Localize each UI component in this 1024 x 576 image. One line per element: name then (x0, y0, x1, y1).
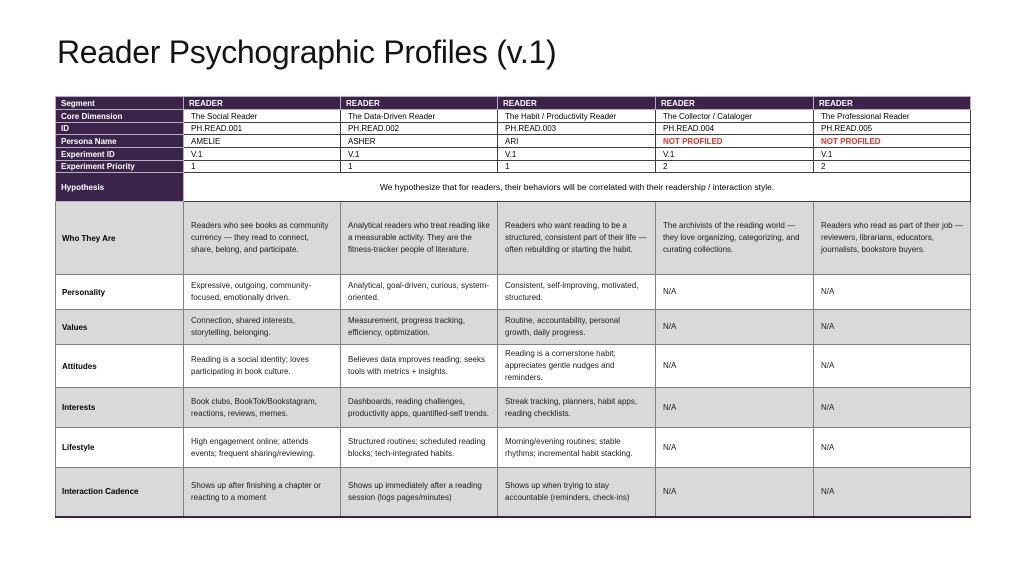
attribute-value-cell: N/A (814, 468, 971, 517)
attribute-value-cell: Reading is a cornerstone habit; appreciates gentle nudges and reminders. (498, 345, 656, 388)
attribute-value-cell: Readers who read as part of their job — reviewers, librarians, educators, journalists, bookstore buyers. (814, 202, 971, 275)
meta-row-label: Core Dimension (56, 110, 184, 123)
attribute-value-cell: Consistent, self-improving, motivated, structured. (498, 275, 656, 310)
segment-header-cell: READER (341, 97, 498, 110)
page-title: Reader Psychographic Profiles (v.1) (57, 34, 557, 70)
attribute-value-cell: N/A (656, 468, 814, 517)
attribute-value-cell: Expressive, outgoing, community-focused, emotionally driven. (184, 275, 341, 310)
attribute-value-cell: High engagement online; attends events; frequent sharing/reviewing. (184, 428, 341, 468)
meta-value-cell: The Collector / Cataloger (656, 110, 814, 123)
meta-value-cell: 1 (341, 161, 498, 173)
meta-value-cell: The Data-Driven Reader (341, 110, 498, 123)
attribute-value-cell: Book clubs, BookTok/Bookstagram, reactions, reviews, memes. (184, 388, 341, 428)
attribute-value-cell: Shows up when trying to stay accountable (reminders, check-ins) (498, 468, 656, 517)
attribute-row-label: Interests (56, 388, 184, 428)
attribute-value-cell: Reading is a social identity; loves participating in book culture. (184, 345, 341, 388)
table-row (56, 161, 971, 173)
attribute-value-cell: Measurement, progress tracking, efficiency, optimization. (341, 310, 498, 345)
attribute-row-label: Who They Are (56, 202, 184, 275)
meta-value-cell: V.1 (341, 148, 498, 161)
meta-value-cell: ASHER (341, 135, 498, 148)
meta-value-cell: 2 (814, 161, 971, 173)
attribute-value-cell: Morning/evening routines; stable rhythms; incremental habit stacking. (498, 428, 656, 468)
meta-value-cell: ARI (498, 135, 656, 148)
meta-value-cell: PH.READ.002 (341, 123, 498, 135)
hypothesis-text: We hypothesize that for readers, their behaviors will be correlated with their readership / interaction style. (184, 173, 971, 202)
attribute-value-cell: N/A (814, 388, 971, 428)
table-row (56, 275, 971, 310)
meta-row-label: ID (56, 123, 184, 135)
meta-value-cell: The Social Reader (184, 110, 341, 123)
attribute-value-cell: Routine, accountability, personal growth, daily progress. (498, 310, 656, 345)
attribute-value-cell: N/A (656, 310, 814, 345)
meta-value-cell: V.1 (814, 148, 971, 161)
table-row (56, 110, 971, 123)
attribute-value-cell: Streak tracking, planners, habit apps, reading checklists. (498, 388, 656, 428)
table-row (56, 148, 971, 161)
meta-row-label: Persona Name (56, 135, 184, 148)
table-row (56, 135, 971, 148)
attribute-value-cell: N/A (656, 345, 814, 388)
table-row (56, 123, 971, 135)
attribute-value-cell: Shows up after finishing a chapter or reacting to a moment (184, 468, 341, 517)
segment-header-cell: READER (184, 97, 341, 110)
attribute-row-label: Attitudes (56, 345, 184, 388)
attribute-value-cell: Analytical, goal-driven, curious, system-oriented. (341, 275, 498, 310)
attribute-value-cell: Dashboards, reading challenges, productivity apps, quantified-self trends. (341, 388, 498, 428)
profiles-table (55, 96, 971, 518)
attribute-value-cell: N/A (814, 428, 971, 468)
meta-value-cell: The Professional Reader (814, 110, 971, 123)
table-row (56, 310, 971, 345)
attribute-value-cell: Shows up immediately after a reading session (logs pages/minutes) (341, 468, 498, 517)
attribute-value-cell: Connection, shared interests, storytelling, belonging. (184, 310, 341, 345)
attribute-value-cell: N/A (656, 388, 814, 428)
meta-value-cell: PH.READ.004 (656, 123, 814, 135)
meta-value-cell: 1 (498, 161, 656, 173)
table-row (56, 388, 971, 428)
table-row (56, 202, 971, 275)
meta-value-cell: 1 (184, 161, 341, 173)
meta-value-cell: 2 (656, 161, 814, 173)
attribute-row-label: Values (56, 310, 184, 345)
meta-value-cell: V.1 (184, 148, 341, 161)
attribute-value-cell: N/A (656, 428, 814, 468)
meta-value-cell: PH.READ.003 (498, 123, 656, 135)
table-row (56, 97, 971, 110)
attribute-row-label: Interaction Cadence (56, 468, 184, 517)
segment-header-cell: READER (498, 97, 656, 110)
table-row (56, 173, 971, 202)
segment-header-cell: READER (814, 97, 971, 110)
segment-corner-cell: Segment (56, 97, 184, 110)
meta-value-cell: PH.READ.005 (814, 123, 971, 135)
attribute-value-cell: N/A (814, 275, 971, 310)
meta-value-cell: NOT PROFILED (814, 135, 971, 148)
attribute-value-cell: Analytical readers who treat reading like a measurable activity. They are the fitness-tracker people of literature. (341, 202, 498, 275)
table-row (56, 468, 971, 517)
attribute-row-label: Lifestyle (56, 428, 184, 468)
attribute-value-cell: Believes data improves reading; seeks tools with metrics + insights. (341, 345, 498, 388)
attribute-value-cell: N/A (656, 275, 814, 310)
hypothesis-label: Hypothesis (56, 173, 184, 202)
table-row (56, 345, 971, 388)
meta-row-label: Experiment ID (56, 148, 184, 161)
meta-value-cell: NOT PROFILED (656, 135, 814, 148)
attribute-value-cell: N/A (814, 345, 971, 388)
profiles-table-body (56, 97, 971, 517)
segment-header-cell: READER (656, 97, 814, 110)
attribute-value-cell: Structured routines; scheduled reading blocks; tech-integrated habits. (341, 428, 498, 468)
meta-value-cell: AMELIE (184, 135, 341, 148)
table-row (56, 428, 971, 468)
meta-row-label: Experiment Priority (56, 161, 184, 173)
meta-value-cell: PH.READ.001 (184, 123, 341, 135)
meta-value-cell: V.1 (656, 148, 814, 161)
meta-value-cell: The Habit / Productivity Reader (498, 110, 656, 123)
attribute-value-cell: The archivists of the reading world — they love organizing, categorizing, and curating collections. (656, 202, 814, 275)
attribute-value-cell: Readers who see books as community currency — they read to connect, share, belong, and participate. (184, 202, 341, 275)
attribute-value-cell: N/A (814, 310, 971, 345)
meta-value-cell: V.1 (498, 148, 656, 161)
attribute-row-label: Personality (56, 275, 184, 310)
attribute-value-cell: Readers who want reading to be a structured, consistent part of their life — often rebuilding or starting the habit. (498, 202, 656, 275)
